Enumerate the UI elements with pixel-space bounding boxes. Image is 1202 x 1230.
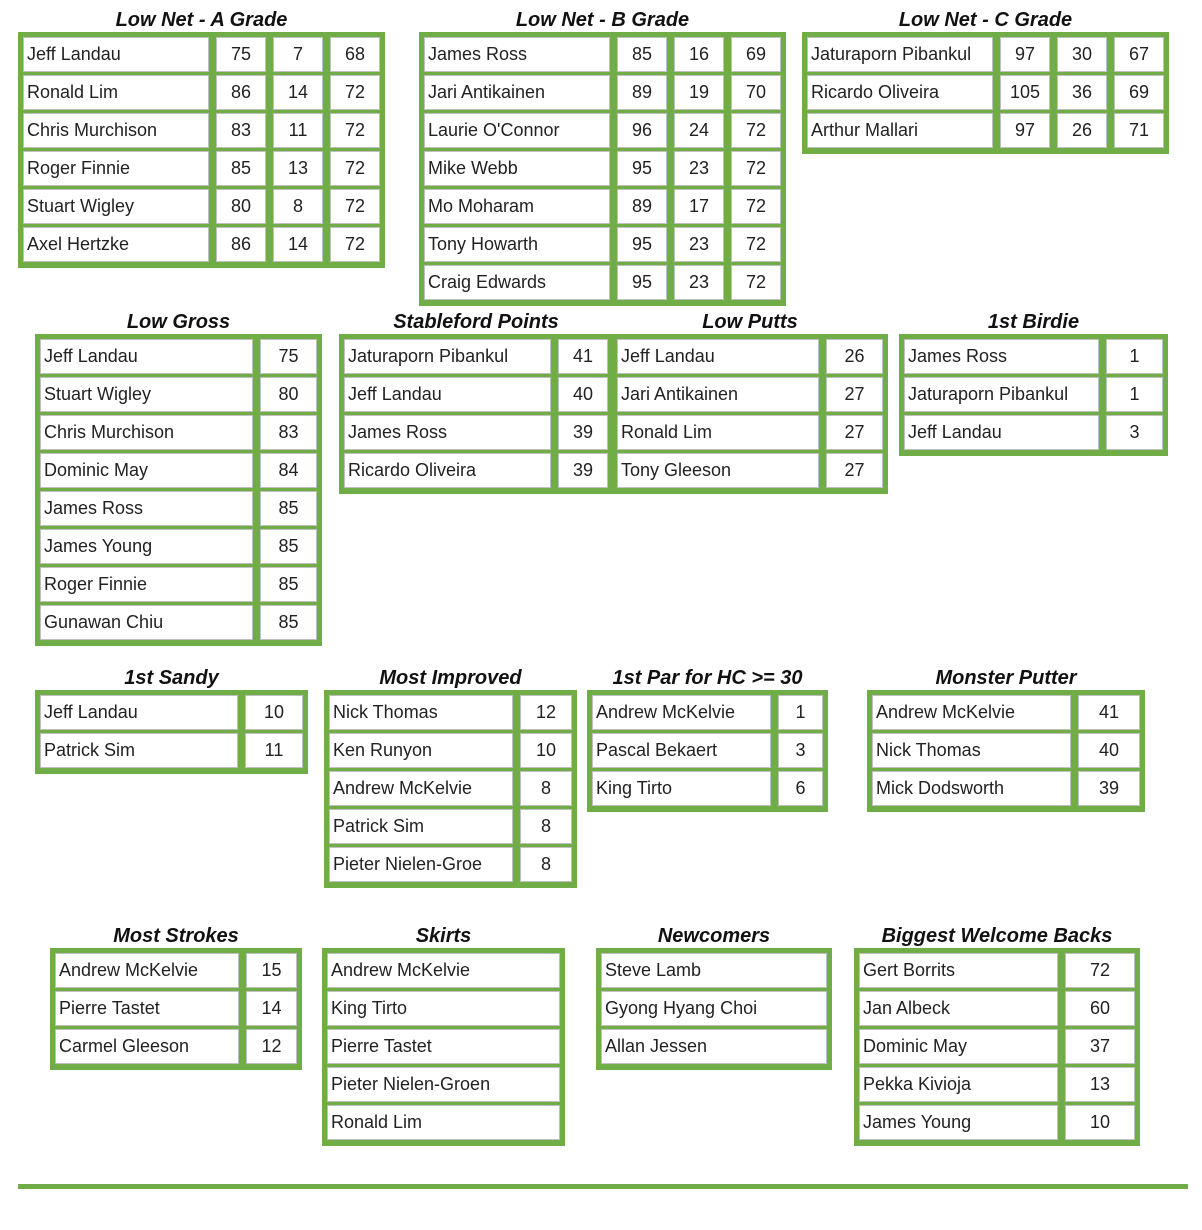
- score-cell: 80: [216, 189, 266, 224]
- player-name-cell: Chris Murchison: [23, 113, 209, 148]
- player-name-cell: James Ross: [424, 37, 610, 72]
- score-cell: 72: [330, 227, 380, 262]
- player-name-cell: Jan Albeck: [859, 991, 1058, 1026]
- table-title: Newcomers: [657, 925, 771, 947]
- table-row: [55, 991, 297, 1026]
- score-cell: 84: [260, 453, 317, 488]
- table-title: 1st Birdie: [987, 311, 1080, 333]
- table-row: [872, 771, 1140, 806]
- table-title: Most Improved: [379, 667, 522, 689]
- player-name-cell: Roger Finnie: [40, 567, 253, 602]
- score-cell: 69: [1114, 75, 1164, 110]
- table-row: [859, 1067, 1135, 1102]
- table-row: [859, 1105, 1135, 1140]
- score-cell: 17: [674, 189, 724, 224]
- score-cell: 39: [558, 415, 608, 450]
- score-cell: 72: [330, 75, 380, 110]
- table-row: [617, 415, 883, 450]
- score-cell: 72: [330, 151, 380, 186]
- table-title: Low Net - C Grade: [898, 9, 1073, 31]
- score-cell: 11: [273, 113, 323, 148]
- table-title: Low Putts: [702, 311, 798, 333]
- player-name-cell: Tony Gleeson: [617, 453, 819, 488]
- score-cell: 23: [674, 151, 724, 186]
- score-cell: 69: [731, 37, 781, 72]
- player-name-cell: Jeff Landau: [617, 339, 819, 374]
- score-cell: 85: [617, 37, 667, 72]
- score-cell: 39: [558, 453, 608, 488]
- player-name-cell: Jari Antikainen: [617, 377, 819, 412]
- player-name-cell: Patrick Sim: [329, 809, 513, 844]
- score-cell: 1: [1106, 377, 1163, 412]
- table-row: [592, 695, 823, 730]
- table-row: [807, 37, 1164, 72]
- score-cell: 96: [617, 113, 667, 148]
- table-body: [596, 948, 832, 1070]
- table-row: [40, 529, 317, 564]
- player-name-cell: Gunawan Chiu: [40, 605, 253, 640]
- score-cell: 41: [558, 339, 608, 374]
- score-cell: 85: [260, 491, 317, 526]
- player-name-cell: King Tirto: [327, 991, 560, 1026]
- table-row: [327, 1067, 560, 1102]
- table-body: [867, 690, 1145, 812]
- score-cell: 8: [520, 847, 572, 882]
- score-cell: 24: [674, 113, 724, 148]
- player-name-cell: Tony Howarth: [424, 227, 610, 262]
- score-cell: 70: [731, 75, 781, 110]
- player-name-cell: Nick Thomas: [329, 695, 513, 730]
- score-cell: 40: [1078, 733, 1140, 768]
- player-name-cell: James Ross: [344, 415, 551, 450]
- player-name-cell: Ronald Lim: [23, 75, 209, 110]
- player-name-cell: Pascal Bekaert: [592, 733, 771, 768]
- table-row: [40, 339, 317, 374]
- table-body: [612, 334, 888, 494]
- table-row: [859, 953, 1135, 988]
- score-cell: 12: [246, 1029, 297, 1064]
- table-row: [329, 847, 572, 882]
- score-cell: 27: [826, 453, 883, 488]
- player-name-cell: King Tirto: [592, 771, 771, 806]
- table-row: [904, 377, 1163, 412]
- player-name-cell: Jeff Landau: [23, 37, 209, 72]
- score-cell: 85: [260, 605, 317, 640]
- table-row: [344, 339, 608, 374]
- table-body: [802, 32, 1169, 154]
- table-row: [424, 151, 781, 186]
- score-cell: 8: [520, 809, 572, 844]
- score-cell: 39: [1078, 771, 1140, 806]
- player-name-cell: Pieter Nielen-Groen: [327, 1067, 560, 1102]
- player-name-cell: Mo Moharam: [424, 189, 610, 224]
- score-cell: 71: [1114, 113, 1164, 148]
- table-row: [424, 113, 781, 148]
- score-cell: 19: [674, 75, 724, 110]
- player-name-cell: Jaturaporn Pibankul: [344, 339, 551, 374]
- player-name-cell: Jeff Landau: [344, 377, 551, 412]
- score-cell: 72: [731, 113, 781, 148]
- player-name-cell: Ricardo Oliveira: [344, 453, 551, 488]
- table-body: [587, 690, 828, 812]
- table-title: Skirts: [415, 925, 472, 947]
- score-cell: 10: [520, 733, 572, 768]
- table-row: [327, 1105, 560, 1140]
- table-row: [23, 113, 380, 148]
- table-row: [327, 953, 560, 988]
- score-cell: 13: [273, 151, 323, 186]
- player-name-cell: Ricardo Oliveira: [807, 75, 993, 110]
- table-title: Stableford Points: [393, 311, 559, 333]
- player-name-cell: Ken Runyon: [329, 733, 513, 768]
- table-row: [617, 377, 883, 412]
- table-row: [329, 771, 572, 806]
- table-body: [35, 334, 322, 646]
- player-name-cell: Pierre Tastet: [327, 1029, 560, 1064]
- score-cell: 14: [246, 991, 297, 1026]
- score-cell: 1: [1106, 339, 1163, 374]
- player-name-cell: Dominic May: [40, 453, 253, 488]
- table-body: [35, 690, 308, 774]
- score-cell: 1: [778, 695, 823, 730]
- table-body: [339, 334, 613, 494]
- score-cell: 3: [1106, 415, 1163, 450]
- player-name-cell: Dominic May: [859, 1029, 1058, 1064]
- score-cell: 83: [216, 113, 266, 148]
- table-row: [592, 771, 823, 806]
- player-name-cell: Mick Dodsworth: [872, 771, 1071, 806]
- score-cell: 75: [260, 339, 317, 374]
- table-row: [40, 377, 317, 412]
- player-name-cell: Roger Finnie: [23, 151, 209, 186]
- score-cell: 27: [826, 415, 883, 450]
- player-name-cell: Ronald Lim: [617, 415, 819, 450]
- player-name-cell: Jaturaporn Pibankul: [904, 377, 1099, 412]
- player-name-cell: Stuart Wigley: [40, 377, 253, 412]
- table-row: [55, 1029, 297, 1064]
- score-cell: 72: [1065, 953, 1135, 988]
- table-title: Low Net - A Grade: [115, 9, 288, 31]
- table-row: [23, 37, 380, 72]
- table-row: [329, 695, 572, 730]
- score-cell: 15: [246, 953, 297, 988]
- table-title: Most Strokes: [113, 925, 239, 947]
- bottom-divider: [18, 1184, 1188, 1189]
- table-row: [40, 695, 303, 730]
- table-row: [40, 605, 317, 640]
- player-name-cell: Andrew McKelvie: [592, 695, 771, 730]
- table-body: [419, 32, 786, 306]
- table-body: [854, 948, 1140, 1146]
- score-cell: 14: [273, 75, 323, 110]
- player-name-cell: Jaturaporn Pibankul: [807, 37, 993, 72]
- score-cell: 72: [731, 227, 781, 262]
- table-row: [329, 733, 572, 768]
- player-name-cell: Nick Thomas: [872, 733, 1071, 768]
- table-row: [904, 339, 1163, 374]
- table-row: [55, 953, 297, 988]
- score-cell: 27: [826, 377, 883, 412]
- table-row: [40, 415, 317, 450]
- score-cell: 85: [216, 151, 266, 186]
- player-name-cell: Pekka Kivioja: [859, 1067, 1058, 1102]
- score-cell: 89: [617, 75, 667, 110]
- score-cell: 12: [520, 695, 572, 730]
- table-row: [601, 991, 827, 1026]
- score-cell: 95: [617, 151, 667, 186]
- player-name-cell: James Ross: [40, 491, 253, 526]
- table-row: [40, 733, 303, 768]
- table-title: Low Net - B Grade: [515, 9, 690, 31]
- score-cell: 86: [216, 227, 266, 262]
- table-row: [601, 953, 827, 988]
- player-name-cell: Allan Jessen: [601, 1029, 827, 1064]
- score-cell: 85: [260, 529, 317, 564]
- score-cell: 30: [1057, 37, 1107, 72]
- table-row: [424, 227, 781, 262]
- table-row: [40, 453, 317, 488]
- player-name-cell: James Ross: [904, 339, 1099, 374]
- score-cell: 67: [1114, 37, 1164, 72]
- score-cell: 41: [1078, 695, 1140, 730]
- table-row: [23, 189, 380, 224]
- score-cell: 83: [260, 415, 317, 450]
- table-row: [424, 37, 781, 72]
- table-row: [40, 491, 317, 526]
- table-row: [40, 567, 317, 602]
- score-cell: 23: [674, 227, 724, 262]
- player-name-cell: Ronald Lim: [327, 1105, 560, 1140]
- player-name-cell: Andrew McKelvie: [55, 953, 239, 988]
- table-row: [23, 151, 380, 186]
- player-name-cell: Axel Hertzke: [23, 227, 209, 262]
- table-row: [807, 75, 1164, 110]
- player-name-cell: Jeff Landau: [40, 339, 253, 374]
- score-cell: 40: [558, 377, 608, 412]
- table-row: [617, 339, 883, 374]
- table-row: [344, 453, 608, 488]
- table-row: [424, 265, 781, 300]
- score-cell: 13: [1065, 1067, 1135, 1102]
- player-name-cell: Stuart Wigley: [23, 189, 209, 224]
- score-cell: 36: [1057, 75, 1107, 110]
- table-title: Monster Putter: [935, 667, 1077, 689]
- player-name-cell: Laurie O'Connor: [424, 113, 610, 148]
- score-cell: 60: [1065, 991, 1135, 1026]
- table-row: [807, 113, 1164, 148]
- player-name-cell: Chris Murchison: [40, 415, 253, 450]
- score-cell: 72: [731, 189, 781, 224]
- table-row: [327, 991, 560, 1026]
- player-name-cell: Andrew McKelvie: [329, 771, 513, 806]
- table-row: [617, 453, 883, 488]
- player-name-cell: Pierre Tastet: [55, 991, 239, 1026]
- score-cell: 72: [330, 113, 380, 148]
- score-cell: 97: [1000, 113, 1050, 148]
- score-cell: 80: [260, 377, 317, 412]
- table-title: Low Gross: [126, 311, 231, 333]
- player-name-cell: Gyong Hyang Choi: [601, 991, 827, 1026]
- table-body: [322, 948, 565, 1146]
- table-row: [424, 75, 781, 110]
- score-cell: 14: [273, 227, 323, 262]
- table-row: [424, 189, 781, 224]
- score-cell: 16: [674, 37, 724, 72]
- table-row: [344, 415, 608, 450]
- table-title: 1st Par for HC >= 30: [612, 667, 803, 689]
- player-name-cell: Carmel Gleeson: [55, 1029, 239, 1064]
- table-row: [601, 1029, 827, 1064]
- table-row: [859, 1029, 1135, 1064]
- score-cell: 85: [260, 567, 317, 602]
- table-title: 1st Sandy: [124, 667, 219, 689]
- score-cell: 72: [731, 151, 781, 186]
- score-cell: 68: [330, 37, 380, 72]
- score-cell: 23: [674, 265, 724, 300]
- table-row: [859, 991, 1135, 1026]
- player-name-cell: Gert Borrits: [859, 953, 1058, 988]
- player-name-cell: James Young: [859, 1105, 1058, 1140]
- score-cell: 8: [273, 189, 323, 224]
- table-row: [329, 809, 572, 844]
- table-row: [344, 377, 608, 412]
- score-cell: 105: [1000, 75, 1050, 110]
- score-cell: 89: [617, 189, 667, 224]
- score-cell: 37: [1065, 1029, 1135, 1064]
- score-cell: 72: [731, 265, 781, 300]
- player-name-cell: Steve Lamb: [601, 953, 827, 988]
- table-row: [23, 227, 380, 262]
- table-row: [327, 1029, 560, 1064]
- score-cell: 95: [617, 227, 667, 262]
- player-name-cell: Mike Webb: [424, 151, 610, 186]
- player-name-cell: Jari Antikainen: [424, 75, 610, 110]
- score-cell: 10: [245, 695, 303, 730]
- table-row: [23, 75, 380, 110]
- score-cell: 3: [778, 733, 823, 768]
- player-name-cell: Patrick Sim: [40, 733, 238, 768]
- player-name-cell: Andrew McKelvie: [872, 695, 1071, 730]
- table-body: [18, 32, 385, 268]
- player-name-cell: Jeff Landau: [904, 415, 1099, 450]
- score-cell: 26: [826, 339, 883, 374]
- score-cell: 86: [216, 75, 266, 110]
- score-cell: 97: [1000, 37, 1050, 72]
- player-name-cell: Andrew McKelvie: [327, 953, 560, 988]
- score-cell: 11: [245, 733, 303, 768]
- table-title: Biggest Welcome Backs: [881, 925, 1113, 947]
- player-name-cell: Jeff Landau: [40, 695, 238, 730]
- score-cell: 26: [1057, 113, 1107, 148]
- table-row: [904, 415, 1163, 450]
- table-row: [592, 733, 823, 768]
- player-name-cell: Craig Edwards: [424, 265, 610, 300]
- table-body: [324, 690, 577, 888]
- table-body: [899, 334, 1168, 456]
- score-cell: 7: [273, 37, 323, 72]
- score-cell: 8: [520, 771, 572, 806]
- table-body: [50, 948, 302, 1070]
- player-name-cell: James Young: [40, 529, 253, 564]
- score-cell: 95: [617, 265, 667, 300]
- score-cell: 72: [330, 189, 380, 224]
- score-cell: 75: [216, 37, 266, 72]
- score-cell: 10: [1065, 1105, 1135, 1140]
- player-name-cell: Pieter Nielen-Groe: [329, 847, 513, 882]
- player-name-cell: Arthur Mallari: [807, 113, 993, 148]
- table-row: [872, 733, 1140, 768]
- table-row: [872, 695, 1140, 730]
- score-cell: 6: [778, 771, 823, 806]
